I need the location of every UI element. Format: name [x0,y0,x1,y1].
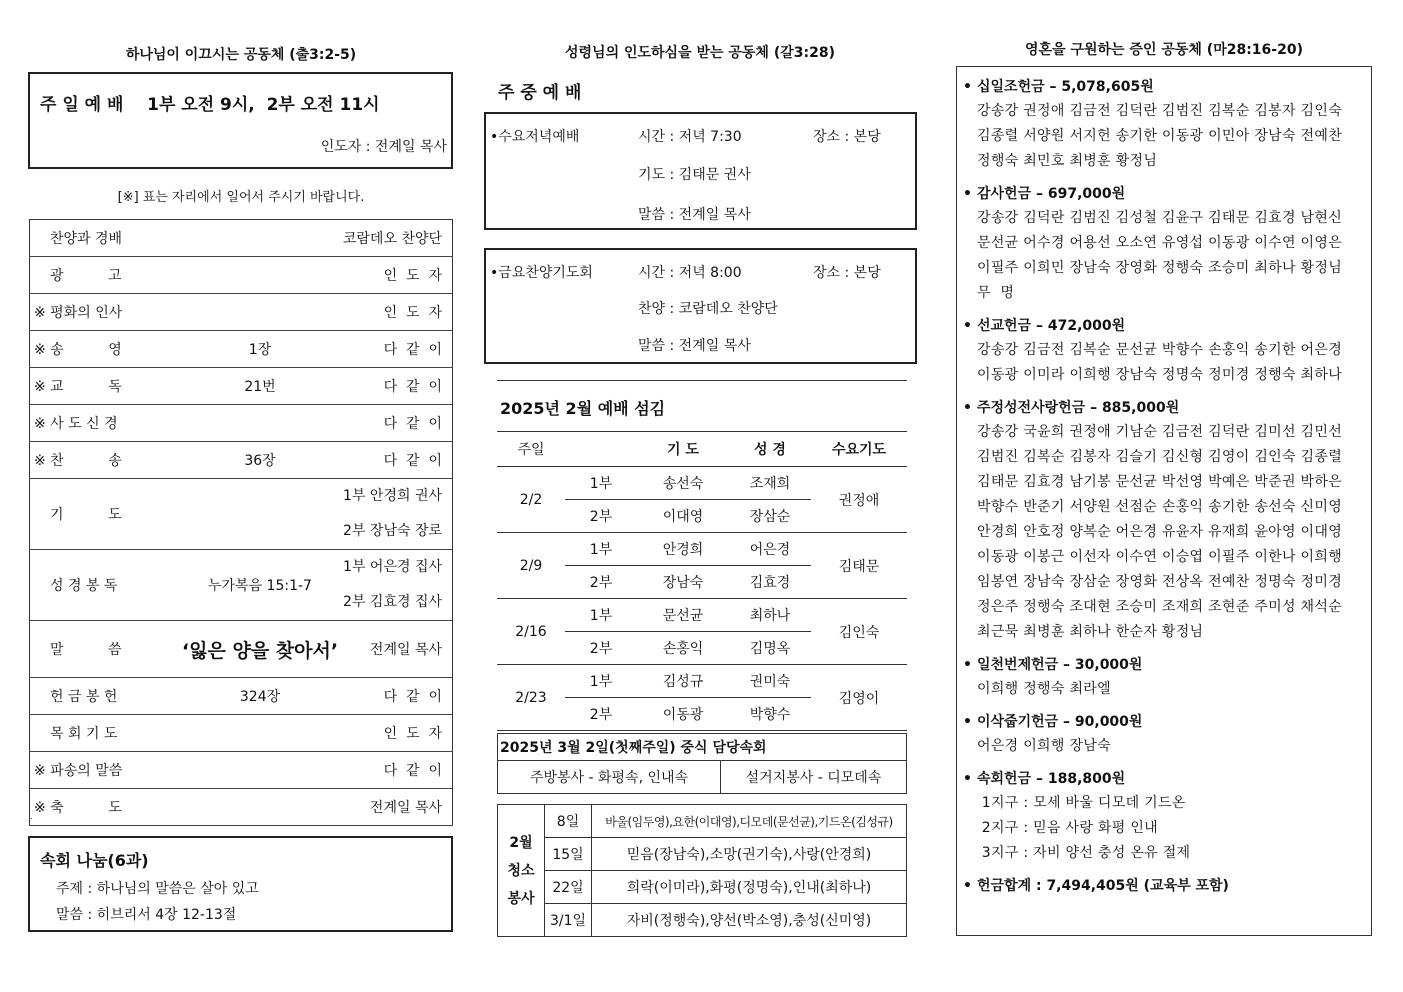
order-item-name: 말 씀 [30,621,181,678]
prayer-first: 1부 안경희 권사 [343,488,442,504]
wed-word: 말씀 : 전계일 목사 [638,207,751,223]
rotation-wed-prayer: 김인숙 [811,599,907,665]
cell-group-box [28,836,453,932]
rotation-cell: 권미숙 [729,665,811,698]
col2-title: 성령님의 인도하심을 받는 공동체 (갈3:28) [565,45,835,61]
lunch-table [497,733,907,794]
order-row [30,220,453,257]
offering-names: 강송강 국윤희 권정애 기남순 김금전 김덕란 김미선 김민선 [977,424,1343,440]
bullet-icon: • [963,878,972,894]
offering-heading [963,767,1361,791]
offering-heading [963,396,1361,420]
order-item-name: 목 회 기 도 [30,715,181,752]
offering-names: 이희행 정행숙 최라엘 [977,681,1111,697]
order-row [30,368,453,405]
rotation-header: 수요기도 [811,432,907,467]
rotation-header: 성 경 [729,432,811,467]
cell-group-title: 속회 나눔(6과) [40,851,149,870]
order-row [30,257,453,294]
order-row [30,715,453,752]
order-item-name: ※ 사 도 신 경 [30,405,181,442]
offering-names: 김종렬 서양원 서지헌 송기한 이동광 이민아 장남숙 전예찬 [977,128,1343,144]
order-item-name: ※ 찬 송 [30,442,181,479]
rotation-cell: 문선균 [637,599,729,632]
lunch-kitchen: 주방봉사 - 화평속, 인내속 [498,761,721,794]
bullet-icon: • [963,400,972,416]
cell-group-word: 말씀 : 히브리서 4장 12-13절 [56,907,237,923]
offering-title: 주정성전사랑헌금 – 885,000원 [977,400,1180,416]
friday-service-box [484,248,917,364]
rotation-cell: 장삼순 [729,500,811,533]
sermon-title: ‘잃은 양을 찾아서’ [180,621,340,678]
rotation-row [497,467,907,500]
fri-praise: 찬양 : 코람데오 찬양단 [638,301,778,317]
order-item-name: 광 고 [30,257,181,294]
cleaning-groups: 믿음(장남숙),소망(권기숙),사랑(안경희) [592,838,907,871]
order-row [30,442,453,479]
order-item-person: 다 같 이 [340,405,453,442]
offering-names: 이동광 이봉근 이선자 이수연 이승엽 이필주 이한나 이희행 [977,549,1343,565]
offering-group [963,314,1361,388]
offering-names: 이필주 이희민 장남숙 장영화 정행숙 조승미 최하나 황정님 [977,260,1343,276]
rotation-cell: 김효경 [729,566,811,599]
offering-group [963,653,1361,702]
order-row-prayer [30,479,453,550]
order-item-name: 기 도 [30,479,181,550]
cell-group-theme: 주제 : 하나님의 말씀은 살아 있고 [56,881,259,897]
order-item-person: 다 같 이 [340,752,453,789]
order-item-person: 전계일 목사 [340,789,453,826]
order-item-person: 인 도 자 [340,294,453,331]
bullet-icon: • [963,186,972,202]
rotation-date: 2/9 [497,533,565,599]
order-item-person: 다 같 이 [340,442,453,479]
offering-title: 선교헌금 – 472,000원 [977,318,1126,334]
offering-names: 정은주 정행숙 조대현 조승미 조재희 조현준 주미성 채석순 [977,599,1343,615]
offering-group [963,182,1361,306]
wednesday-service-box [484,112,917,230]
fri-name: •금요찬양기도회 [490,265,593,281]
offering-heading [963,653,1361,677]
bullet-icon: • [963,714,972,730]
cleaning-label: 2월 청소 봉사 [498,805,545,937]
offering-heading [963,314,1361,338]
offerings-box [956,66,1372,936]
cleaning-date: 8일 [545,805,592,838]
rotation-cell: 1부 [565,467,637,500]
rotation-cell: 이동광 [637,698,729,731]
rotation-cell: 어은경 [729,533,811,566]
rotation-wed-prayer: 김태문 [811,533,907,599]
cleaning-date: 15일 [545,838,592,871]
rotation-cell: 이대영 [637,500,729,533]
offering-names: 이동광 이미라 이희행 장남숙 정명숙 정미경 정행숙 최하나 [977,367,1343,383]
cleaning-table [497,804,907,937]
offering-names: 안경희 안호정 양복순 어은경 유윤자 유재희 윤아영 이대영 [977,524,1343,540]
cleaning-row [498,838,907,871]
rotation-header: 기 도 [637,432,729,467]
offering-heading [963,75,1361,99]
wed-prayer: 기도 : 김태문 권사 [638,167,751,183]
order-item-detail [180,294,340,331]
order-row [30,331,453,368]
order-item-name: ※ 축 도 [30,789,181,826]
rotation-date: 2/23 [497,665,565,731]
order-item-name: 성 경 봉 독 [30,550,181,621]
reading-first: 1부 어은경 집사 [343,559,442,575]
wed-name: •수요저녁예배 [490,129,580,145]
rotation-cell: 2부 [565,632,637,665]
rotation-cell: 1부 [565,533,637,566]
rotation-cell: 2부 [565,500,637,533]
order-item-name: ※ 교 독 [30,368,181,405]
order-item-detail: 1장 [180,331,340,368]
offering-title: 감사헌금 – 697,000원 [977,186,1126,202]
order-item-detail [180,752,340,789]
cleaning-row [498,805,907,838]
order-item-person: 인 도 자 [340,257,453,294]
order-row [30,752,453,789]
standing-notice: [※] 표는 자리에서 일어서 주시기 바랍니다. [117,190,365,205]
rotation-row [497,599,907,632]
rotation-wed-prayer: 김영이 [811,665,907,731]
offering-total [963,874,1361,898]
rotation-row [497,665,907,698]
reading-second: 2부 김효경 집사 [343,594,442,610]
rotation-cell: 1부 [565,665,637,698]
col3-title: 영혼을 구원하는 증인 공동체 (마28:16-20) [1025,42,1303,58]
bullet-icon: • [963,318,972,334]
offering-names: 김태문 김효경 남기봉 문선균 박선영 박예은 박준권 박하은 [977,474,1343,490]
offering-names: 김범진 김복순 김봉자 김슬기 김신형 김영이 김인숙 김종렬 [977,449,1343,465]
rotation-cell: 김명옥 [729,632,811,665]
offering-heading [963,710,1361,734]
cleaning-groups: 바울(임두영),요한(이대영),디모데(문선균),기드온(김성규) [592,805,907,838]
rotation-table [497,431,907,731]
order-item-name: 찬양과 경배 [30,220,181,257]
offering-title: 이삭줍기헌금 – 90,000원 [977,714,1143,730]
rotation-cell: 김성규 [637,665,729,698]
lunch-dish: 설거지봉사 - 디모데속 [721,761,907,794]
order-row [30,294,453,331]
reading-passage: 누가복음 15:1-7 [180,550,340,621]
order-item-detail [180,789,340,826]
offering-title: 속회헌금 – 188,800원 [977,771,1126,787]
rotation-header: 주일 [497,432,565,467]
sunday-worship-box [28,72,453,169]
bullet-icon: • [963,657,972,673]
order-item-person: 다 같 이 [340,368,453,405]
order-item-name: ※ 파송의 말씀 [30,752,181,789]
offering-names: 문선균 어수경 어용선 오소연 유영섭 이동광 이수연 이영은 [977,235,1343,251]
order-item-person: 인 도 자 [340,715,453,752]
cleaning-date: 22일 [545,871,592,904]
total-text: 헌금합계 : 7,494,405원 (교육부 포함) [977,878,1229,894]
rotation-cell: 1부 [565,599,637,632]
rotation-cell: 조재희 [729,467,811,500]
offering-title: 일천번제헌금 – 30,000원 [977,657,1143,673]
rotation-cell: 안경희 [637,533,729,566]
offering-names: 최근묵 최병훈 최하나 한순자 황정님 [977,624,1204,640]
order-item-name: ※ 송 영 [30,331,181,368]
cleaning-groups: 희락(이미라),화평(정명숙),인내(최하나) [592,871,907,904]
rotation-row [497,533,907,566]
order-item-detail [180,220,340,257]
offering-names: 1지구 : 모세 바울 디모데 기드온 [977,795,1186,811]
order-row [30,789,453,826]
prayer-second: 2부 장남숙 장로 [343,523,442,539]
offering-title: 십일조헌금 – 5,078,605원 [977,79,1154,95]
fri-time: 시간 : 저녁 8:00 [638,265,742,281]
rotation-top-rule [497,380,907,381]
order-row-reading [30,550,453,621]
fri-word: 말씀 : 전계일 목사 [638,338,751,354]
fri-place: 장소 : 본당 [813,265,881,281]
offering-group [963,396,1361,645]
offering-names: 강송강 김덕란 김범진 김성철 김윤구 김태문 김효경 남현신 [977,210,1343,226]
offering-names: 임봉연 장남숙 장삼순 장영화 전상옥 전예찬 정명숙 정미경 [977,574,1343,590]
weekday-worship-heading: 주 중 예 배 [498,83,582,103]
offering-names: 무 명 [977,285,1015,301]
order-item-person: 다 같 이 [340,331,453,368]
rotation-cell: 2부 [565,698,637,731]
order-row-sermon [30,621,453,678]
order-item-detail [180,405,340,442]
rotation-date: 2/16 [497,599,565,665]
wed-place: 장소 : 본당 [813,129,881,145]
cleaning-row [498,871,907,904]
rotation-title: 2025년 2월 예배 섬김 [500,399,666,418]
offering-names: 박향수 반준기 서양원 선점순 손홍익 송기한 송선숙 신미영 [977,499,1343,515]
order-item-person: 코람데오 찬양단 [340,220,453,257]
sermon-preacher: 전계일 목사 [340,621,453,678]
rotation-cell: 송선숙 [637,467,729,500]
offering-names: 2지구 : 믿음 사랑 화평 인내 [977,820,1158,836]
order-item-name: ※ 평화의 인사 [30,294,181,331]
order-item-name: 헌 금 봉 헌 [30,678,181,715]
order-item-detail [180,257,340,294]
dot-mark: . [30,812,33,821]
lunch-title: 2025년 3월 2일(첫째주일) 중식 담당속회 [498,734,907,761]
sunday-worship-leader: 인도자 : 전계일 목사 [320,139,447,155]
offering-names: 어은경 이희행 장남숙 [977,738,1111,754]
cleaning-row [498,904,907,937]
order-item-detail [180,715,340,752]
offering-heading [963,182,1361,206]
cleaning-groups: 자비(정행숙),양선(박소영),충성(신미영) [592,904,907,937]
rotation-header-row [497,432,907,467]
worship-order-table [29,219,453,826]
order-row [30,405,453,442]
col1-title: 하나님이 이끄시는 공동체 (출3:2-5) [125,47,357,63]
sunday-worship-heading: 주 일 예 배 1부 오전 9시, 2부 오전 11시 [40,95,380,115]
offering-names: 정행숙 최민호 최병훈 황정님 [977,153,1158,169]
rotation-date: 2/2 [497,467,565,533]
offering-names: 강송강 김금전 김복순 문선균 박향수 손홍익 송기한 어은경 [977,342,1343,358]
order-row [30,678,453,715]
offering-group [963,75,1361,174]
rotation-header [565,432,637,467]
rotation-cell: 장남숙 [637,566,729,599]
wed-time: 시간 : 저녁 7:30 [638,129,742,145]
rotation-cell: 박향수 [729,698,811,731]
offering-names: 3지구 : 자비 양선 충성 온유 절제 [977,845,1191,861]
rotation-cell: 최하나 [729,599,811,632]
rotation-cell: 2부 [565,566,637,599]
cleaning-date: 3/1일 [545,904,592,937]
order-item-person: 다 같 이 [340,678,453,715]
order-item-detail: 21번 [180,368,340,405]
offering-group [963,767,1361,866]
rotation-wed-prayer: 권정애 [811,467,907,533]
bullet-icon: • [963,79,972,95]
offering-group [963,710,1361,759]
order-item-detail: 36장 [180,442,340,479]
rotation-cell: 손홍익 [637,632,729,665]
order-item-detail: 324장 [180,678,340,715]
offering-names: 강송강 권정애 김금전 김덕란 김범진 김복순 김봉자 김인숙 [977,103,1343,119]
bullet-icon: • [963,771,972,787]
